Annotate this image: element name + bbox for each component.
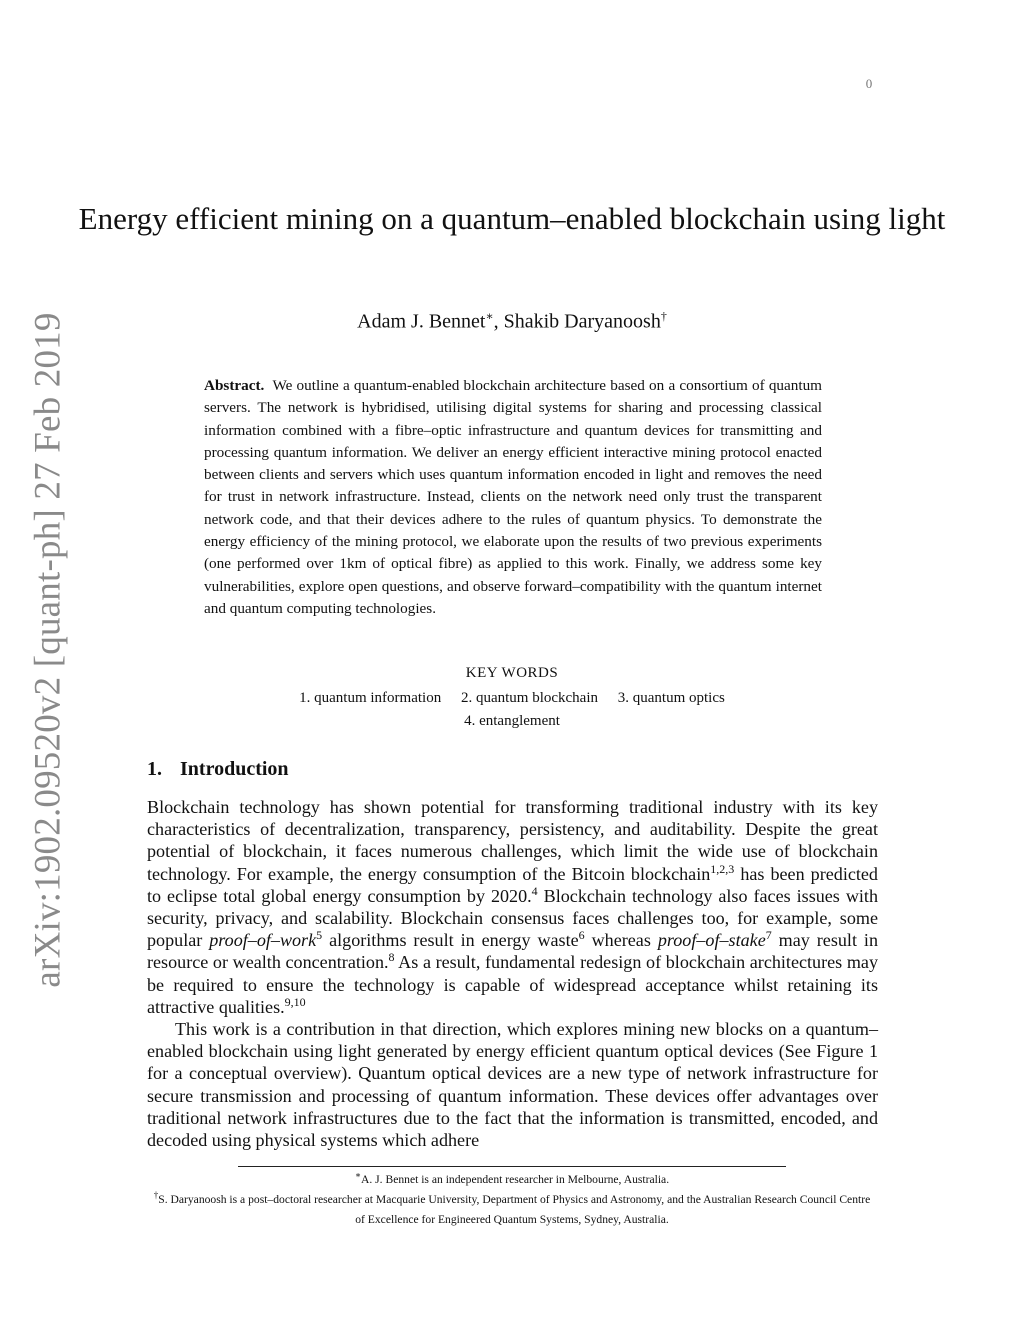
footnote-text: S. Daryanoosh is a post–doctoral researcher at Macquarie University, Department of Physics and Astronomy, and the Australian Research Council Centre of Excellence for Engineered Quantum Systems, Sydney, Australia.	[158, 1192, 871, 1226]
text-run: Blockchain technology also faces issues with security, privacy, and scalability. Blockchain consensus faces challenges too, for example, some popular	[147, 885, 878, 951]
keyword-item: 2. quantum blockchain	[460, 690, 599, 706]
arxiv-identifier: arXiv:1902.09520v2 [quant-ph] 27 Feb 2019	[27, 312, 69, 988]
emphasis-term: proof–of–work	[209, 930, 317, 951]
text-run: As a result, fundamental redesign of blockchain architectures may be required to ensure the technology is capable of widespread acceptance whilst retaining its attractive qualities.	[147, 952, 878, 1017]
citation: 5	[316, 928, 323, 943]
citation: 8	[388, 950, 395, 965]
author-separator: ,	[493, 310, 504, 333]
text-run: Blockchain technology has shown potential for transforming traditional industry with its key characteristics of decentralization, transparency, persistency, and auditability. Despite the great potential of blockchain, it faces numerous challenges, which limit the wide use of blockchain technology. For example, the energy consumption of the Bitcoin blockchain	[147, 797, 878, 884]
section-number: 1.	[147, 758, 162, 780]
section-title: Introduction	[180, 758, 289, 780]
citation: 7	[765, 928, 772, 943]
author-list	[0, 309, 1024, 334]
footnote-mark: ∗	[354, 1170, 361, 1180]
body-text	[147, 796, 878, 1151]
footnote-mark: †	[153, 1190, 159, 1200]
citation: 4	[531, 883, 538, 898]
keyword-item: 1. quantum information	[299, 690, 442, 706]
text-run: has been predicted to eclipse total global energy consumption by 2020.	[147, 863, 878, 906]
emphasis-term: proof–of–stake	[657, 930, 766, 951]
text-run: algorithms result in energy waste	[322, 930, 579, 951]
keywords-list-continued	[0, 713, 1024, 730]
page-number: 0	[865, 76, 873, 91]
footnote	[150, 1185, 874, 1230]
section-heading	[147, 758, 289, 781]
text-run: whereas	[584, 930, 658, 951]
citation: 6	[578, 928, 585, 943]
keywords-list	[0, 690, 1024, 707]
footnote-text: A. J. Bennet is an independent researcher in Melbourne, Australia.	[361, 1172, 670, 1186]
author-name: Adam J. Bennet	[357, 310, 486, 333]
footnote-mark: ∗	[485, 309, 494, 323]
paragraph: This work is a contribution in that direction, which explores mining new blocks on a quantum–enabled blockchain using light generated by energy efficient quantum optical devices (See Figure 1 for a conceptual overview). Quantum optical devices are a new type of network infrastructure for secure transmission and processing of quantum information. These devices offer advantages over traditional network infrastructures due to the fact that the information is transmitted, encoded, and decoded using physical systems which adhere	[147, 1019, 878, 1151]
keyword-item: 3. quantum optics	[617, 690, 725, 706]
abstract-label: Abstract.	[204, 377, 265, 394]
text-run: may result in resource or wealth concentration.	[147, 930, 879, 973]
author-name: Shakib Daryanoosh	[503, 310, 661, 333]
citation: 1,2,3	[710, 861, 735, 876]
abstract	[204, 375, 822, 620]
keywords-heading: KEY WORDS	[465, 665, 559, 681]
abstract-text: We outline a quantum-enabled blockchain architecture based on a consortium of quantum servers. The network is hybridised, utilising digital systems for sharing and processing classical information combined with a fibre–optic infrastructure and quantum devices for transmitting and processing quantum information. We deliver an energy efficient interactive mining protocol enacted between clients and servers which uses quantum information encoded in light and removes the need for trust in network infrastructure. Instead, clients on the network need only trust the transparent network code, and that their devices adhere to the rules of quantum physics. To demonstrate the energy efficiency of the mining protocol, we elaborate upon the results of two previous experiments (one performed over 1km of optical fibre) as applied to this work. Finally, we address some key vulnerabilities, explore open questions, and observe forward–compatibility with the quantum internet and quantum computing technologies.	[204, 377, 822, 617]
footnote-mark: †	[660, 309, 667, 323]
paper-title: Energy efficient mining on a quantum–enabled blockchain using light	[78, 201, 946, 236]
paragraph	[147, 796, 878, 1018]
keyword-item: 4. entanglement	[464, 713, 560, 729]
citation: 9,10	[284, 994, 306, 1009]
